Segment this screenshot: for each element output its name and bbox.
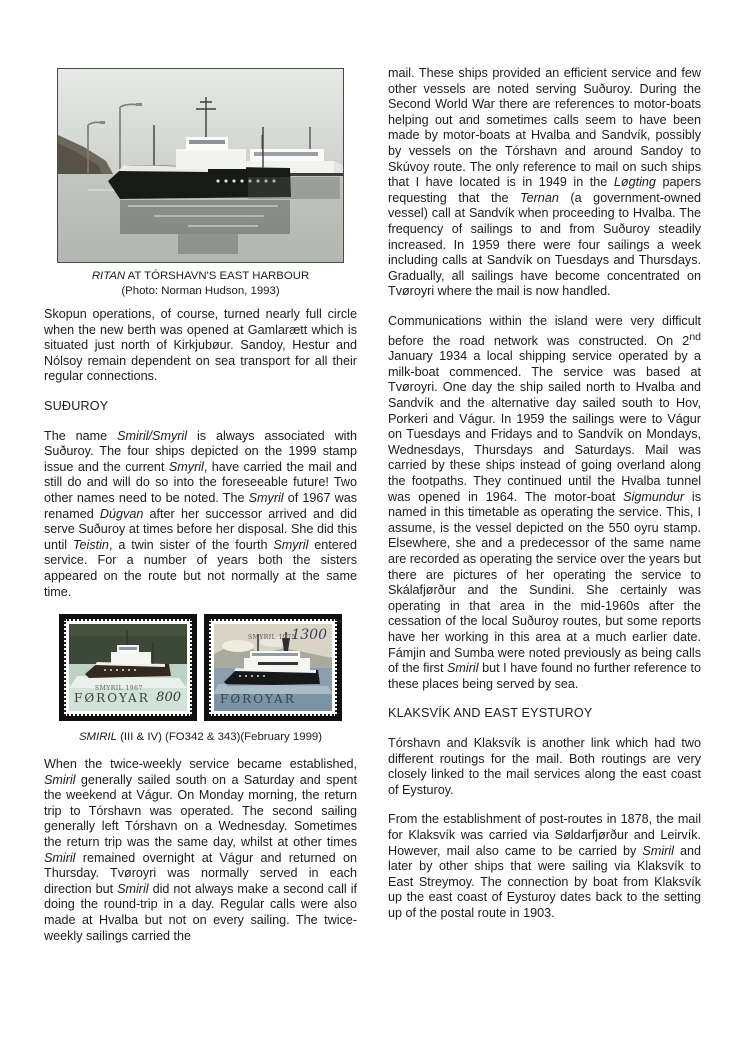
- stamp-mount-left: [59, 614, 197, 721]
- right-paragraph-3: Tórshavn and Klaksvík is another link which had two different routings for the mail. Both routings are very closely linked to the mail services along the east coast of Eysturoy.: [388, 735, 701, 797]
- stamp-1975-country: FØROYAR: [220, 692, 296, 707]
- stamp-smyril-1967: [64, 619, 192, 716]
- stamp-smyril-1975-picture: [214, 624, 332, 711]
- section-heading-klaksvik: KLAKSVÍK AND EAST EYSTUROY: [388, 706, 593, 721]
- stamp-smyril-1967-picture: [69, 624, 187, 711]
- right-paragraph-1: mail. These ships provided an efficient service and few other vessels are noted serving Suðuroy. During the Second World War there are references to motor-boats helping out and sometimes calls seem to have been made by motor-boats at Hvalba and Sandvík, possibly by vessels on the Tórshavn and around Sandoy to Skúvoy route. The only reference to mail on such ships that I have located is in 1949 in the Løgting papers requesting that the Ternan (a government-owned vessel) call at Sandvík when proceeding to Hvalba. The frequency of sailings to and from Suðuroy steadily increased. In 1959 there were four sailings a week including calls at Sandvík on Tuesdays and Thursdays. Gradually, all sailings have become concentrated on Tvøroyri where the mail is now handled.: [388, 66, 701, 299]
- left-paragraph-3: When the twice-weekly service became established, Smiril generally sailed south on a Saturday and spent the weekend at Vágur. On Monday morning, the return trip to Tórshavn was operated. The second sailing generally left Tórshavn on a Wednesday. Sometimes the return trip was the same day, whilst at other times Smiril remained overnight at Vágur and returned on Thursday. Tvøroyri was normally served in each direction but Smiril did not always make a second call if doing the round-trip in a day. Regular calls were also made at Hvalba but not on every sailing. The twice-weekly sailings carried the: [44, 757, 357, 943]
- stamp-mount-right: [204, 614, 342, 721]
- stamps-caption: SMIRIL (III & IV) (FO342 & 343)(February 1999): [78, 731, 323, 744]
- stamps-figure: [44, 614, 357, 721]
- section-heading-suduroy: SUÐUROY: [44, 398, 109, 413]
- left-paragraph-1: Skopun operations, of course, turned nearly full circle when the new berth was opened at Gamlarætt which is situated just north of Kirkjubøur. Sandoy, Hestur and Nólsoy remain dependent on sea transport for all their regular connections.: [44, 307, 357, 384]
- photo-caption: [57, 269, 344, 298]
- harbour-photo-image: [58, 69, 343, 262]
- harbour-photo: [57, 68, 344, 263]
- right-column: [388, 66, 701, 1052]
- left-paragraph-2: The name Smiril/Smyril is always associated with Suðuroy. The four ships depicted on the 1999 stamp issue and the current Smyril, have carried the mail and still do and will do so into the foreseeable future! Two other names need to be noted. The Smyril of 1967 was renamed Dúgvan after her successor arrived and did serve Suðuroy at times before her disposal. She did this until Teistin, a twin sister of the fourth Smyril entered service. For a number of years both the sisters appeared on the route but not normally at the same time.: [44, 428, 357, 599]
- stamp-1975-ship-label: SMYRIL 1975: [248, 634, 296, 642]
- stamp-1967-country: FØROYAR: [74, 691, 150, 706]
- stamp-smyril-1975: [209, 619, 337, 716]
- stamp-1975-value: 1300: [291, 627, 327, 644]
- stamp-1967-ship-label: SMYRIL 1967: [95, 685, 143, 693]
- photo-caption-credit: (Photo: Norman Hudson, 1993): [121, 284, 280, 297]
- right-paragraph-2: Communications within the island were very difficult before the road network was constructed. On 2nd January 1934 a local shipping service operated by a milk-boat commenced. The service was based at Tvøroyri. One day the ship sailed north to Hvalba and Sandvík and the alternative day sailed south to Hov, Porkeri and Vágur. In 1959 the sailings were to Vágur on Tuesdays and Fridays and to Sandvík on Mondays, Wednesdays, Thursdays and Saturdays. Mail was carried by these ships instead of going overland along the footpaths. They continued until the Hvalba tunnel was opened in 1964. The motor-boat Sigmundur is named in this timetable as operating the service. This, I assume, is the vessel depicted on the 550 oyru stamp. Elsewhere, she and a predecessor of the same name are recorded as operating the service over the years but there are pictures of her operating the service to Skálafjørður and the Sundini. She certainly was operating in that area in the mid-1960s after the cessation of the local Suðuroy routes, but some reports have her working in this area at a much earlier date. Fámjin and Sumba were noted previously as being calls of the first Smiril but I have found no further reference to these places being served by sea.: [388, 313, 702, 691]
- right-paragraph-4: From the establishment of post-routes in 1878, the mail for Klaksvík was carried via Søldarfjørður and Leirvík. However, mail also came to be carried by Smiril and later by other ships that were sailing via Klaksvík to East Streymoy. The connection by boat from Klaksvík up the east coast of Eysturoy dates back to the setting up of the postal route in 1903.: [388, 812, 701, 920]
- photo-caption-title: RITAN AT TÓRSHAVN'S EAST HARBOUR: [91, 270, 310, 282]
- harbour-photo-figure: [57, 68, 344, 298]
- stamp-1967-value: 800: [156, 690, 181, 706]
- left-column: [44, 66, 357, 1052]
